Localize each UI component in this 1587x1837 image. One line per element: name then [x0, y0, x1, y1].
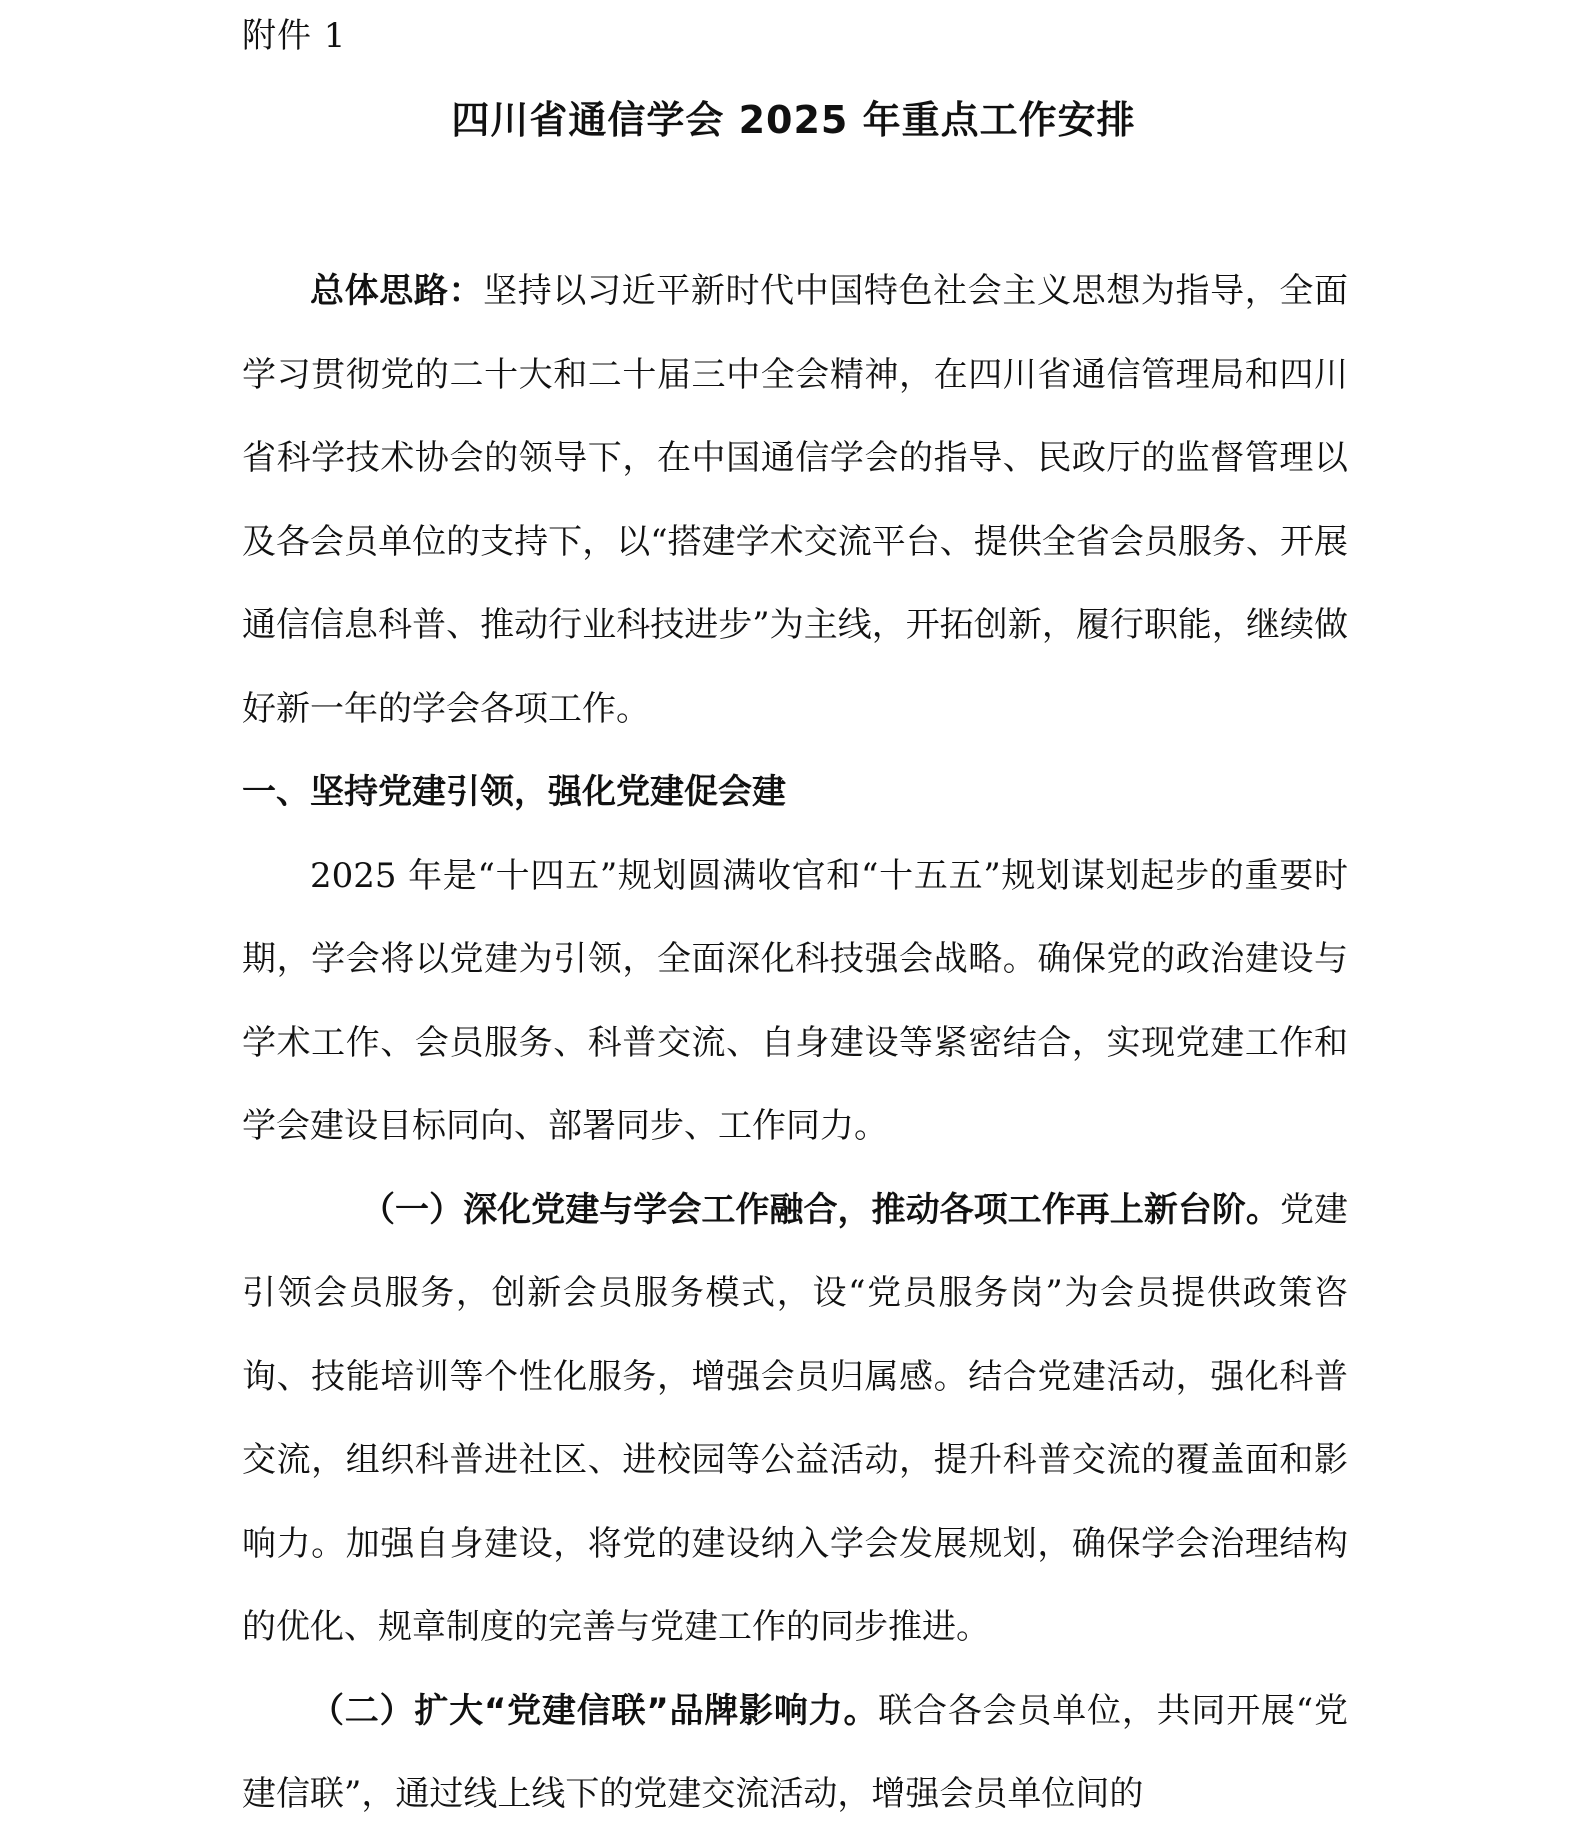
annex-label: 附件 1: [242, 16, 347, 56]
section1-intro: 2025 年是“十四五”规划圆满收官和“十五五”规划谋划起步的重要时期，学会将以党建为引领，全面深化科技强会战略。确保党的政治建设与学术工作、会员服务、科普交流、自身建设等紧密结合，实现党建工作和学会建设目标同向、部署同步、工作同力。: [242, 855, 1348, 1146]
document-title: 四川省通信学会 2025 年重点工作安排: [451, 98, 1136, 142]
section1-item1: [242, 1169, 1348, 1670]
item2-text: 联合各会员单位，共同开展“党建信联”，通过线上线下的党建交流活动，增强会员单位间的: [242, 1690, 1348, 1814]
overall-text: 坚持以习近平新时代中国特色社会主义思想为指导，全面学习贯彻党的二十大和二十届三中全会精神，在四川省通信管理局和四川省科学技术协会的领导下，在中国通信学会的指导、民政厅的监督管理以及各会员单位的支持下，以“搭建学术交流平台、提供全省会员服务、开展通信信息科普、推动行业科技进步”为主线，开拓创新，履行职能，继续做好新一年的学会各项工作。: [242, 271, 1349, 729]
item1-text: 党建引领会员服务，创新会员服务模式，设“党员服务岗”为会员提供政策咨询、技能培训等个性化服务，增强会员归属感。结合党建活动，强化科普交流，组织科普进社区、进校园等公益活动，提升科普交流的覆盖面和影响力。加强自身建设，将党的建设纳入学会发展规划，确保学会治理结构的优化、规章制度的完善与党建工作的同步推进。: [242, 1189, 1349, 1647]
section1-item2: [242, 1670, 1348, 1837]
section1-heading: 一、坚持党建引领，强化党建促会建: [242, 772, 786, 812]
overall-label: 总体思路：: [310, 271, 484, 311]
item2-label: （二）扩大“党建信联”品牌影响力。: [310, 1690, 879, 1731]
overall-paragraph: [242, 250, 1348, 751]
item1-label: （一）深化党建与学会工作融合，推动各项工作再上新台阶。: [361, 1189, 1280, 1230]
document-body: [242, 250, 1348, 1837]
